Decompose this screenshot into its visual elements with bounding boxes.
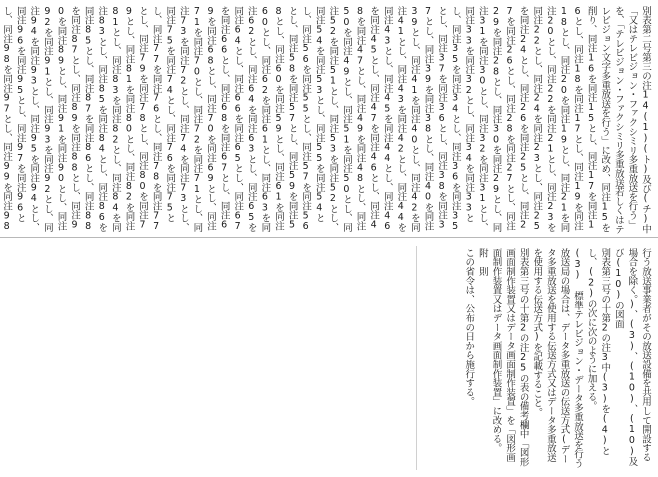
supplementary-provisions-heading: 附 則: [476, 248, 488, 276]
lower-paragraph-2: 別表第三号の十第2の注3中(3)を(4)とし、(2)の次に次のように加える。: [585, 248, 611, 456]
upper-text-block: [1, 6, 652, 234]
lower-text-block: [417, 248, 652, 468]
lower-paragraph-3: (3) 標準テレビジョン・データ多重放送を行う放送局の場合は、データ多重放送の伝送方式(データ多重放送を使用する伝送方式又はデータ多重放送を使用する伝送方式)を記載すること。: [531, 248, 584, 468]
upper-paragraph-1: 別表第二号第三の注14(1)(ト)及び(チ)中「又はテレビジョン・ファクシミリ多重放送を行う」を、「テレビジョン・ファクシミリ多重放送若しくはテレビジョン文字多重放送を行う」に改め、同注15を削り、同注16を同注15とし、同注17を同注16とし、同注18を同注17とし、同注19を同注18とし、同注20を同注19とし、同注21を同注20とし、同注22を同注21とし、同注23を同注22とし、同注24を同注23とし、同注25を同注24とし、同注26を同注25とし、同注27を同注26とし、同注28を同注27とし、同注29を同注28とし、同注30を同注29とし、同注31を同注30とし、同注32を同注31とし、同注33を同注32とし、同注34を同注33とし、同注35を同注34とし、同注36を同注35とし、同注37を同注36とし、同注38を同注37とし、同注39を同注38とし、同注40を同注39とし、同注41を同注40とし、同注42を同注41とし、同注43を同注42とし、同注44を同注43とし、同注45を同注44とし、同注46を同注45とし、同注47を同注46とし、同注48を同注47とし、同注49を同注48とし、同注50を同注49とし、同注51を同注50とし、同注52を同注51とし、同注53を同注52とし、同注54を同注53とし、同注55を同注54とし、同注56を同注55とし、同注57を同注56とし、同注58を同注57とし、同注59を同注58とし、同注60を同注59とし、同注61を同注60とし、同注62を同注61とし、同注63を同注62とし、同注64を同注63とし、同注65を同注64とし、同注66を同注65とし、同注67を同注66とし、同注68を同注67とし、同注69を同注68とし、同注70を同注69とし、同注71を同注70とし、同注72を同注71とし、同注73を同注72とし、同注74を同注73とし、同注75を同注74とし、同注76を同注75とし、同注77を同注76とし、同注78を同注77とし、同注79を同注78とし、同注80を同注79とし、同注81を同注80とし、同注82を同注81とし、同注83を同注82とし、同注84を同注83とし、同注85を同注84とし、同注86を同注85とし、同注87を同注86とし、同注88を同注87とし、同注89を同注88とし、同注90を同注89とし、同注91を同注90とし、同注92を同注91とし、同注93を同注92とし、同注94を同注93とし、同注95を同注94とし、同注96を同注95とし、同注97を同注96とし、同注98を同注97とし、同注99を同注98: [1, 6, 651, 234]
lower-paragraph-4: 別表第三号の十第2の注25の表の備考欄中「図形画面制作装置又はデータ画面制作装置」を「図形画面制作装置又はデータ画面制作装置」に改める。: [490, 248, 529, 467]
section-divider: [0, 237, 658, 238]
lower-paragraph-5: この省令は、公布の日から施行する。: [463, 248, 475, 407]
lower-paragraph-1: 行う放送事業者がその放送設備を共用して開設する場合を除く。)、(3)、(10)、(10)及び(10)の図面: [612, 248, 651, 466]
